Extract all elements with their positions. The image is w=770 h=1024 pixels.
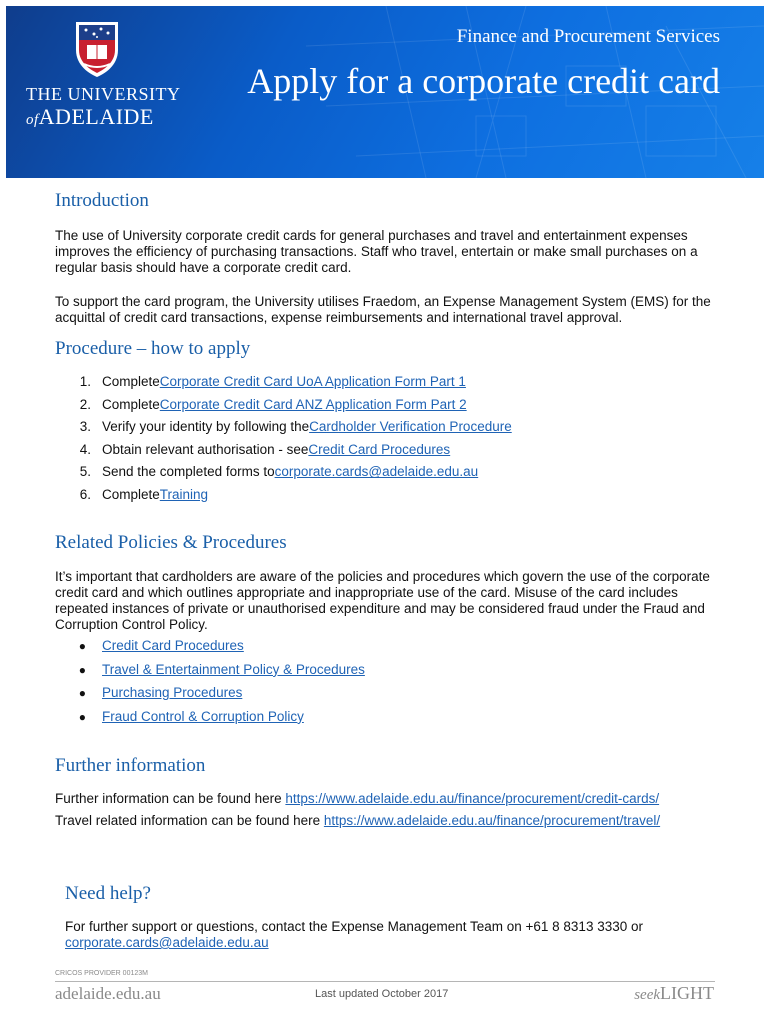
introduction-paragraph-1: The use of University corporate credit cards for general purchases and travel and entertainment expenses improves the efficiency of purchasing transactions. Staff who travel, entertain or make small purchases on a regular basis should have a corporate credit card. — [55, 228, 698, 275]
bullet-icon: ● — [78, 639, 86, 653]
related-policies-paragraph: It’s important that cardholders are aware of the policies and procedures which govern the use of the corporate credit card and which outlines appropriate and inappropriate use of the card. Misuse of the card includes repeated instances of private or unauthorised expenditure and may be considered fraud under the Fraud and Corruption Control Policy. — [55, 569, 710, 632]
related-policies-heading: Related Policies & Procedures — [55, 532, 287, 553]
introduction-heading: Introduction — [55, 190, 149, 211]
page-title: Apply for a corporate credit card — [247, 61, 720, 101]
further-information-line — [55, 791, 659, 807]
bullet-icon: ● — [78, 709, 86, 724]
step-number: 1. — [79, 374, 91, 389]
travel-url-link[interactable]: https://www.adelaide.edu.au/finance/procurement/travel/ — [323, 813, 661, 828]
footer-divider — [55, 981, 715, 982]
help-email-link[interactable]: corporate.cards@adelaide.edu.au — [65, 935, 269, 950]
list-item — [55, 638, 365, 662]
university-adelaide: ADELAIDE — [38, 104, 154, 129]
further-text: Further information can be found here — [55, 791, 286, 806]
cricos-provider: CRICOS PROVIDER 00123M — [55, 970, 148, 977]
procedure-heading: Procedure – how to apply — [55, 338, 251, 359]
policy-link-purchasing[interactable]: Purchasing Procedures — [102, 685, 243, 701]
uoa-application-form-link[interactable]: Corporate Credit Card UoA Application Form Part 1 — [159, 374, 466, 389]
department-name: Finance and Procurement Services — [456, 26, 720, 47]
step-number: 3. — [79, 419, 91, 435]
step-text: Send the completed forms to — [102, 464, 275, 480]
light-text: LIGHT — [660, 983, 714, 1003]
related-policies-list — [55, 638, 365, 732]
university-name-line2 — [26, 104, 154, 130]
university-of: of — [26, 112, 39, 128]
seek-text: seek — [634, 987, 661, 1003]
procedure-step — [55, 487, 715, 510]
university-name-line1: THE UNIVERSITY — [26, 84, 181, 104]
last-updated: Last updated October 2017 — [315, 988, 449, 1000]
step-text: Obtain relevant authorisation - see — [102, 441, 309, 457]
footer-site-link[interactable]: adelaide.edu.au — [55, 984, 161, 1003]
anz-application-form-link[interactable]: Corporate Credit Card ANZ Application Form Part 2 — [159, 396, 467, 412]
university-logo[interactable] — [24, 20, 181, 130]
need-help-heading: Need help? — [65, 883, 151, 904]
cardholder-verification-link[interactable]: Cardholder Verification Procedure — [309, 419, 512, 435]
step-text: Complete — [102, 374, 160, 389]
step-text: Complete — [102, 486, 160, 502]
policy-link-credit-card[interactable]: Credit Card Procedures — [102, 638, 244, 653]
step-number: 2. — [79, 396, 91, 412]
credit-card-procedures-link[interactable]: Credit Card Procedures — [308, 441, 451, 457]
header-banner — [6, 6, 764, 178]
list-item — [55, 685, 365, 709]
travel-information-line — [55, 813, 660, 829]
step-number: 4. — [79, 441, 91, 457]
training-link[interactable]: Training — [159, 486, 209, 502]
step-text: Complete — [102, 396, 160, 412]
step-number: 5. — [79, 464, 91, 480]
crest-icon — [74, 20, 120, 78]
procedure-step — [55, 464, 715, 487]
seek-light-logo — [634, 983, 714, 1004]
procedure-step — [55, 397, 715, 420]
procedure-step — [55, 419, 715, 442]
list-item — [55, 709, 365, 733]
introduction-paragraph-2: To support the card program, the University utilises Fraedom, an Expense Management System (EMS) for the acquittal of credit card transactions, expense reimbursements and international travel approval. — [55, 294, 711, 325]
policy-link-fraud[interactable]: Fraud Control & Corruption Policy — [102, 708, 304, 724]
step-number: 6. — [79, 486, 91, 502]
step-text: Verify your identity by following the — [102, 419, 310, 435]
list-item — [55, 662, 365, 686]
corporate-cards-email-link[interactable]: corporate.cards@adelaide.edu.au — [274, 464, 479, 480]
bullet-icon: ● — [78, 662, 86, 677]
travel-text: Travel related information can be found here — [55, 813, 324, 828]
policy-link-travel[interactable]: Travel & Entertainment Policy & Procedures — [102, 661, 365, 677]
need-help-paragraph — [65, 919, 705, 951]
procedure-steps — [55, 374, 715, 510]
further-information-heading: Further information — [55, 755, 206, 776]
credit-cards-url-link[interactable]: https://www.adelaide.edu.au/finance/procurement/credit-cards/ — [285, 791, 660, 806]
bullet-icon: ● — [78, 686, 86, 701]
help-text: For further support or questions, contact the Expense Management Team on +61 8 8313 3330 or — [65, 919, 643, 934]
procedure-step — [55, 374, 715, 397]
procedure-step — [55, 442, 715, 465]
